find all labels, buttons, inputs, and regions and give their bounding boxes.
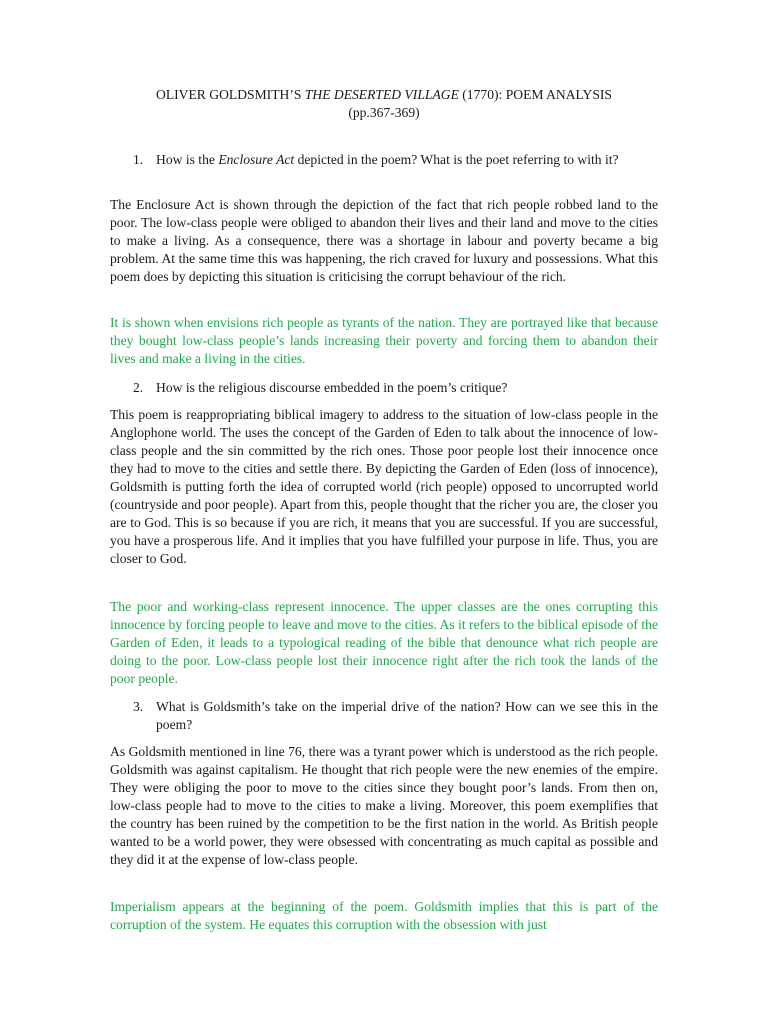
question-number: 2. [133,380,144,395]
question-number: 3. [133,699,144,714]
question-2 [133,379,658,397]
feedback-3: Imperialism appears at the beginning of the poem. Goldsmith implies that this is part of the corruption of the system. He equates this corruption with the obsession with just [110,899,658,932]
feedback-1: It is shown when envisions rich people as tyrants of the nation. They are portrayed like that because they bought low-class people’s lands increasing their poverty and forcing them to abandon their lives and make a living in the cities. [110,315,658,366]
question-emphasis: Enclosure Act [218,152,295,167]
question-text: How is the religious discourse embedded in the poem’s critique? [156,380,508,395]
question-text-pre: How is the [156,152,219,167]
title-pages: (pp.367-369) [348,105,420,120]
answer-1: The Enclosure Act is shown through the depiction of the fact that rich people robbed land to the poor. The low-class people were obliged to abandon their lives and their land and move to the cities to make a living. As a consequence, there was a shortage in labour and poverty became a big problem. At the same time this was happening, the rich craved for luxury and possessions. What this poem does by depicting this situation is criticising the corrupt behaviour of the rich. [110,197,658,284]
title-poem-name: THE DESERTED VILLAGE [304,87,459,102]
title-suffix: (1770): POEM ANALYSIS [458,87,612,102]
title-line [100,86,668,104]
question-text: What is Goldsmith’s take on the imperial drive of the nation? How can we see this in the poem? [156,699,658,732]
title-prefix: OLIVER GOLDSMITH’S [156,87,305,102]
document-title [100,86,668,122]
question-text [156,151,658,169]
question-text-post: depicted in the poem? What is the poet referring to with it? [294,152,619,167]
question-number: 1. [133,152,144,167]
answer-3: As Goldsmith mentioned in line 76, there was a tyrant power which is understood as the rich people. Goldsmith was against capitalism. He thought that rich people were the new enemies of the empire. They were obliging the poor to move to the cities since they bought poor’s lands. From then on, low-class people had to move to the cities to make a living. Moreover, this poem exemplifies that the country has been ruined by the competition to be the first nation in the world. As British people wanted to be a world power, they were obsessed with concentrating as much capital as possible and they did it at the expense of low-class people. [110,744,658,867]
question-3 [133,698,658,734]
feedback-2: The poor and working-class represent innocence. The upper classes are the ones corrupting this innocence by forcing people to leave and move to the cities. As it refers to the biblical episode of the Garden of Eden, it leads to a typological reading of the bible that denounce what rich people are doing to the poor. Low-class people lost their innocence right after the rich took the lands of the poor people. [110,599,658,686]
answer-2: This poem is reappropriating biblical imagery to address to the situation of low-class people in the Anglophone world. The uses the concept of the Garden of Eden to talk about the innocence of low-class people and the sin committed by the rich ones. Those poor people lost their innocence once they had to move to the cities and settle there. By depicting the Garden of Eden (loss of innocence), Goldsmith is putting forth the idea of corrupted world (rich people) opposed to uncorrupted world (countryside and poor people). Apart from this, people thought that the richer you are, the closer you are to God. This is so because if you are rich, it means that you are successful. If you are successful, you have a prosperous life. And it implies that you have fulfilled your purpose in life. Thus, you are closer to God. [110,407,658,566]
question-1 [133,151,658,169]
